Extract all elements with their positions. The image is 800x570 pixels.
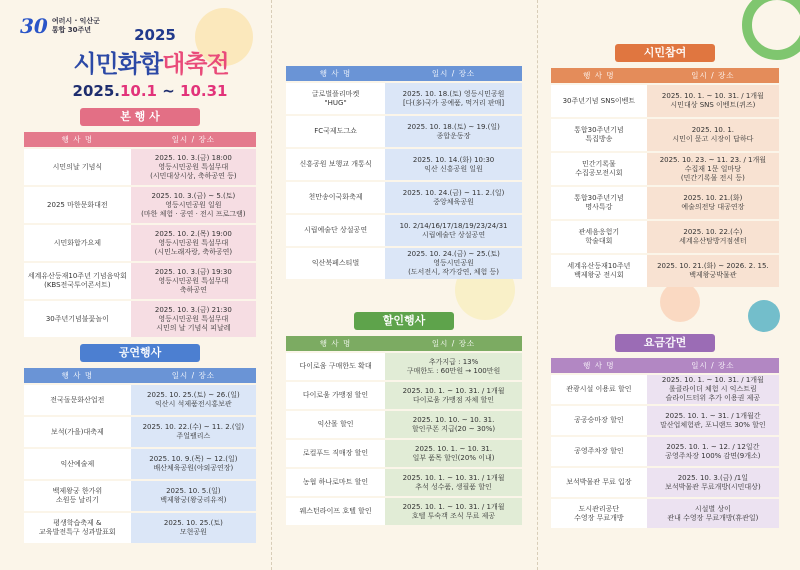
festival-year: 2025	[134, 26, 176, 44]
main-events-rows	[24, 149, 256, 337]
table-row	[551, 187, 779, 219]
main-events-section	[24, 108, 256, 339]
fold-line-right	[537, 0, 538, 570]
event-name: 세계유산등재10주년 백제왕궁 전시회	[551, 255, 647, 287]
header-event-name: 행 사 명	[286, 66, 385, 81]
table-row	[551, 437, 779, 466]
festival-dates	[40, 82, 260, 100]
event-date-place: 2025. 10. 2.(목) 19:00 영등시민공원 특설무대 (시민노래자랑, 축하공연)	[131, 225, 256, 261]
table-row	[286, 440, 522, 467]
table-row	[24, 481, 256, 511]
event-date-place: 2025. 10. 1. ~ 10. 31. / 1개월 다이로움 가맹점 자체 할인	[385, 382, 522, 409]
event-name: 글로벌플리마켓 "HUG"	[286, 83, 385, 114]
participation-table	[551, 66, 779, 289]
event-name: 로컬푸드 직매장 할인	[286, 440, 385, 467]
table-row	[286, 469, 522, 496]
fees-title: 요금감면	[615, 334, 715, 352]
event-date-place: 추가지급 : 13% 구매한도 : 60만원 → 100만원	[385, 353, 522, 380]
participation-section	[551, 44, 779, 289]
event-name: FC국제도그쇼	[286, 116, 385, 147]
event-date-place: 2025. 10. 3.(금) 18:00 영등시민공원 특설무대 (시민대상시상, 축하공연 등)	[131, 149, 256, 185]
discounts-title: 할인행사	[354, 312, 454, 330]
table-row	[551, 119, 779, 151]
event-date-place: 2025. 10. 5.(일) 백제왕궁(왕궁리유적)	[131, 481, 256, 511]
header-event-name: 행 사 명	[551, 358, 647, 373]
event-date-place: 2025. 10. 1. 시민이 묻고 시장이 답하다	[647, 119, 779, 151]
table-row	[551, 85, 779, 117]
table-row	[24, 263, 256, 299]
performances-table	[24, 366, 256, 545]
event-date-place: 2025. 10. 3.(금) ~ 5.(토) 영등시민공원 일원 (마한 체험 · 공연 · 전시 프로그램)	[131, 187, 256, 223]
event-name: 평생학습축제 & 교육발전특구 성과발표회	[24, 513, 131, 543]
table-row	[24, 301, 256, 337]
event-date-place: 2025. 10. 24.(금) ~ 11. 2.(일) 중앙체육공원	[385, 182, 522, 213]
event-date-place: 2025. 10. 24.(금) ~ 25.(토) 영등시민공원 (도서전시, 작가강연, 체험 등)	[385, 248, 522, 279]
event-date-place: 2025. 10. 25.(토) ~ 26.(일) 익산시 석제품전시홍보관	[131, 385, 256, 415]
event-date-place: 2025. 10. 1. ~ 31. / 1개월간 말산업체험관, 포니랜드 30% 할인	[647, 406, 779, 435]
performances-rows	[24, 385, 256, 543]
logo-text: 여러시 · 익산군 통합 30주년	[51, 17, 100, 34]
title-part-b: 대축전	[162, 50, 229, 78]
title-part-a: 시민화합	[73, 50, 163, 78]
event-date-place: 2025. 10. 1. ~ 10. 31. / 1개월 시민대상 SNS 이벤트(퀴즈)	[647, 85, 779, 117]
event-date-place: 2025. 10. 1. ~ 10. 31. / 1개월 추석 성수품, 생필품 할인	[385, 469, 522, 496]
festival-title	[46, 44, 256, 79]
header-date-place: 일시 / 장소	[131, 368, 256, 383]
discounts-table	[286, 334, 522, 527]
event-name: 다이로움 가맹점 할인	[286, 382, 385, 409]
event-date-place: 2025. 10. 14.(화) 10:30 익산 신흥공원 일원	[385, 149, 522, 180]
table-row	[286, 248, 522, 279]
event-date-place: 2025. 10. 3.(금) 21:30 영등시민공원 특설무대 시민의 날 기념식 피날레	[131, 301, 256, 337]
table-row	[286, 411, 522, 438]
event-date-place: 2025. 10. 9.(목) ~ 12.(일) 배산체육공원(야외공연장)	[131, 449, 256, 479]
event-date-place: 2025. 10. 21.(화) 예술의전당 대공연장	[647, 187, 779, 219]
date-prefix: 2025.	[72, 82, 120, 100]
event-name: 30주년기념불꽃놀이	[24, 301, 131, 337]
event-name: 익산몰 할인	[286, 411, 385, 438]
main-events-table	[24, 130, 256, 339]
header-date-place: 일시 / 장소	[131, 132, 256, 147]
event-name: 보석박물관 무료 입장	[551, 468, 647, 497]
table-row	[24, 449, 256, 479]
event-name: 보석(가을)대축제	[24, 417, 131, 447]
event-date-place: 2025. 10. 25.(토) 모현공원	[131, 513, 256, 543]
table-row	[286, 83, 522, 114]
event-name: 통합30주년기념 명사특강	[551, 187, 647, 219]
event-name: 공공승마장 할인	[551, 406, 647, 435]
event-date-place: 2025. 10. 10. ~ 10. 31. 할인쿠폰 지급(20 ~ 30%)	[385, 411, 522, 438]
table-row	[286, 116, 522, 147]
table-row	[24, 149, 256, 185]
event-date-place: 2025. 10. 22.(수) ~ 11. 2.(일) 주얼팰리스	[131, 417, 256, 447]
event-name: 백제왕궁 한가위 소원등 날리기	[24, 481, 131, 511]
header-date-place: 일시 / 장소	[647, 68, 779, 83]
table-row	[286, 149, 522, 180]
date-sep: ~	[157, 82, 181, 100]
event-date-place: 2025. 10. 3.(금) 19:30 영등시민공원 특설무대 축하공연	[131, 263, 256, 299]
event-name: 익산북페스티벌	[286, 248, 385, 279]
fees-section	[551, 334, 779, 530]
event-name: 관세음응험기 학술대회	[551, 221, 647, 253]
event-name: 신흥공원 보행교 개통식	[286, 149, 385, 180]
table-row	[286, 215, 522, 246]
logo-number: 30	[20, 14, 48, 38]
event-date-place: 2025. 10. 23. ~ 11. 23. / 1개월 수집재 1문 일마당 (민간기록물 전시 등)	[647, 153, 779, 185]
header-event-name: 행 사 명	[551, 68, 647, 83]
event-date-place: 2025. 10. 22.(수) 세계유산탐방거점센터	[647, 221, 779, 253]
event-name: 관광시설 이용료 할인	[551, 375, 647, 404]
table-row	[24, 417, 256, 447]
discounts-rows	[286, 353, 522, 525]
fees-table	[551, 356, 779, 530]
event-name: 웨스턴라이프 호텔 할인	[286, 498, 385, 525]
table-row	[551, 221, 779, 253]
event-name: 세계유산등재10주년 기념음악회 (KBS전국투어콘서트)	[24, 263, 131, 299]
table-row	[286, 182, 522, 213]
table-row	[286, 382, 522, 409]
event-name: 민간기록물 수집공모전시회	[551, 153, 647, 185]
event-name: 공영주차장 할인	[551, 437, 647, 466]
header-date-place: 일시 / 장소	[385, 66, 522, 81]
event-date-place: 2025. 10. 1. ~ 10. 31. / 1개월 롤클라이더 체험 시 익스트림 슬라이드터위 추가 이용권 제공	[647, 375, 779, 404]
header-date-place: 일시 / 장소	[385, 336, 522, 351]
table-row	[551, 153, 779, 185]
header-event-name: 행 사 명	[286, 336, 385, 351]
event-date-place: 2025. 10. 3.(금) /1일 보석박물관 무료개방(시민대상)	[647, 468, 779, 497]
header-date-place: 일시 / 장소	[647, 358, 779, 373]
event-name: 다이로움 구매한도 확대	[286, 353, 385, 380]
table-row	[24, 385, 256, 415]
event-date-place: 시설별 상이 관내 수영장 무료개방(휴관일)	[647, 499, 779, 528]
date-end: 10.31	[180, 82, 228, 100]
table-row	[551, 499, 779, 528]
middle-events-table	[286, 64, 522, 281]
event-name: 시민화합가요제	[24, 225, 131, 261]
event-name: 2025 마한문화대전	[24, 187, 131, 223]
discounts-section	[286, 312, 522, 527]
event-date-place: 2025. 10. 1. ~ 10. 31. / 1개월 호텔 투숙객 조식 무료 제공	[385, 498, 522, 525]
event-name: 천만송이국화축제	[286, 182, 385, 213]
event-name: 전국돌문화산업전	[24, 385, 131, 415]
event-name: 도시관리공단 수영장 무료개방	[551, 499, 647, 528]
table-row	[24, 513, 256, 543]
event-date-place: 2025. 10. 18.(토) 영등시민공원 [다(多)국가 공예품, 먹거리 판매]	[385, 83, 522, 114]
event-name: 30주년기념 SNS이벤트	[551, 85, 647, 117]
event-date-place: 2025. 10. 1. ~ 12. / 12일간 공영주차장 100% 감면(9개소)	[647, 437, 779, 466]
event-date-place: 10. 2/14/16/17/18/19/23/24/31 시립예술단 상설공연	[385, 215, 522, 246]
performances-section	[24, 344, 256, 545]
table-row	[551, 255, 779, 287]
participation-title: 시민참여	[615, 44, 715, 62]
event-name: 시민의날 기념식	[24, 149, 131, 185]
middle-events-section	[286, 64, 522, 281]
table-row	[551, 375, 779, 404]
participation-rows	[551, 85, 779, 287]
table-row	[551, 468, 779, 497]
event-name: 통합30주년기념 특집방송	[551, 119, 647, 151]
event-date-place: 2025. 10. 1. ~ 10. 31. 일부 품목 할인(20% 이내)	[385, 440, 522, 467]
event-date-place: 2025. 10. 21.(화) ~ 2026. 2. 15. 백제왕궁박물관	[647, 255, 779, 287]
table-row	[286, 353, 522, 380]
event-name: 익산예술제	[24, 449, 131, 479]
header-event-name: 행 사 명	[24, 368, 131, 383]
date-start: 10.1	[119, 82, 157, 100]
table-row	[286, 498, 522, 525]
table-row	[24, 225, 256, 261]
middle-events-rows	[286, 83, 522, 279]
fold-line-left	[271, 0, 272, 570]
fees-rows	[551, 375, 779, 528]
event-name: 시립예술단 상설공연	[286, 215, 385, 246]
table-row	[24, 187, 256, 223]
event-name: 농협 하나로마트 할인	[286, 469, 385, 496]
decor-circle-teal	[748, 300, 780, 332]
table-row	[551, 406, 779, 435]
main-events-title: 본 행 사	[80, 108, 200, 126]
event-date-place: 2025. 10. 18.(토) ~ 19.(일) 종합운동장	[385, 116, 522, 147]
header-event-name: 행 사 명	[24, 132, 131, 147]
performances-title: 공연행사	[80, 344, 200, 362]
